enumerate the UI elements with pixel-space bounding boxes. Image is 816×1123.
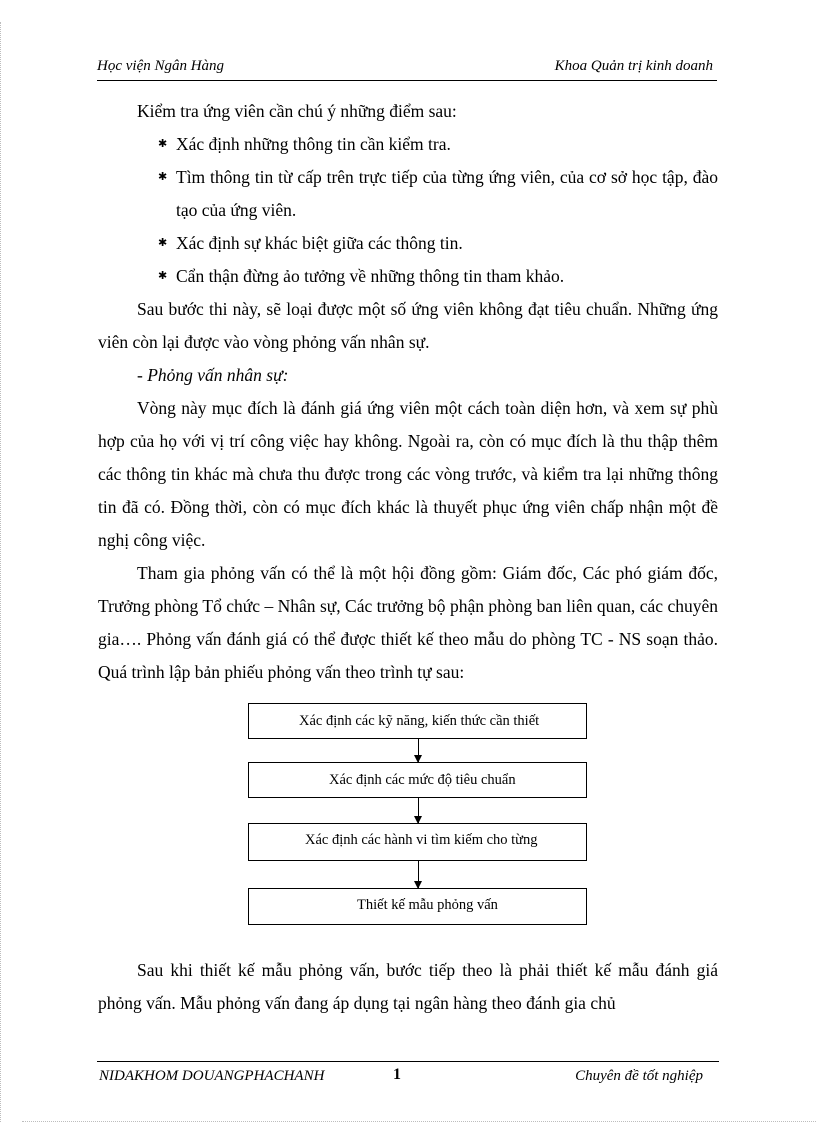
final-paragraph-block — [98, 954, 718, 1020]
bullet-icon: ✱ — [158, 138, 168, 150]
list-item: ✱ Tìm thông tin từ cấp trên trực tiếp của từng ứng viên, của cơ sở học tập, đào tạo của ứng viên. — [98, 161, 718, 227]
header-institution: Học viện Ngân Hàng — [97, 58, 225, 74]
flow-arrow — [418, 860, 419, 888]
check-list — [98, 128, 718, 293]
footer-thesis-label: Chuyên đề tốt nghiệp — [575, 1068, 703, 1084]
list-item: ✱ Cẩn thận đừng ảo tưởng về những thông tin tham khảo. — [98, 260, 718, 293]
flow-step-design: Thiết kế mẫu phỏng vấn — [248, 888, 587, 925]
page-header — [97, 56, 717, 81]
bullet-icon: ✱ — [158, 237, 168, 249]
page-edge-dotted-line — [22, 1121, 816, 1122]
flow-arrow — [418, 797, 419, 823]
flow-step-behaviors: Xác định các hành vi tìm kiếm cho từng — [248, 823, 587, 861]
section-heading: - Phỏng vấn nhân sự: — [137, 365, 289, 385]
intro-paragraph: Kiểm tra ứng viên cần chú ý những điểm sau: — [137, 101, 457, 121]
footer-author: NIDAKHOM DOUANGPHACHANH — [99, 1068, 325, 1084]
page-number: 1 — [393, 1066, 401, 1083]
page-edge-dotted-line-left — [0, 22, 1, 1122]
paragraph-interview-panel: Tham gia phỏng vấn có thể là một hội đồng gồm: Giám đốc, Các phó giám đốc, Trưởng phòng Tổ chức – Nhân sự, Các trưởng bộ phận phòng ban liên quan, các chuyên gia…. Phỏng vấn đánh giá có thể được thiết kế theo mẫu do phòng TC - NS soạn thảo. Quá trình lập bản phiếu phỏng vấn theo trình tự sau: — [98, 563, 718, 682]
header-department: Khoa Quản trị kinh doanh — [554, 58, 713, 74]
paragraph-interview-purpose: Vòng này mục đích là đánh giá ứng viên một cách toàn diện hơn, và xem sự phù hợp của họ với vị trí công việc hay không. Ngoài ra, còn có mục đích là thu thập thêm các thông tin khác mà chưa thu được trong các vòng trước, và kiểm tra lại những thông tin đã có. Đồng thời, còn có mục đích khác là thuyết phục ứng viên chấp nhận một đề nghị công việc. — [98, 398, 718, 550]
flow-arrow — [418, 738, 419, 762]
bullet-icon: ✱ — [158, 270, 168, 282]
flowchart — [248, 703, 588, 928]
flow-step-skills: Xác định các kỹ năng, kiến thức cần thiết — [248, 703, 587, 739]
paragraph-evaluation-form: Sau khi thiết kế mẫu phỏng vấn, bước tiếp theo là phải thiết kế mẫu đánh giá phỏng vấn. Mẫu phỏng vấn đang áp dụng tại ngân hàng theo đánh gia chủ — [98, 960, 718, 1013]
page-footer — [97, 1061, 719, 1088]
flow-step-standards: Xác định các mức độ tiêu chuẩn — [248, 762, 587, 798]
bullet-icon: ✱ — [158, 171, 168, 183]
paragraph-after-check: Sau bước thi này, sẽ loại được một số ứng viên không đạt tiêu chuẩn. Những ứng viên còn lại được vào vòng phỏng vấn nhân sự. — [98, 299, 718, 352]
list-item: ✱ Xác định những thông tin cần kiểm tra. — [98, 128, 718, 161]
body-content — [98, 95, 718, 689]
list-item: ✱ Xác định sự khác biệt giữa các thông tin. — [98, 227, 718, 260]
